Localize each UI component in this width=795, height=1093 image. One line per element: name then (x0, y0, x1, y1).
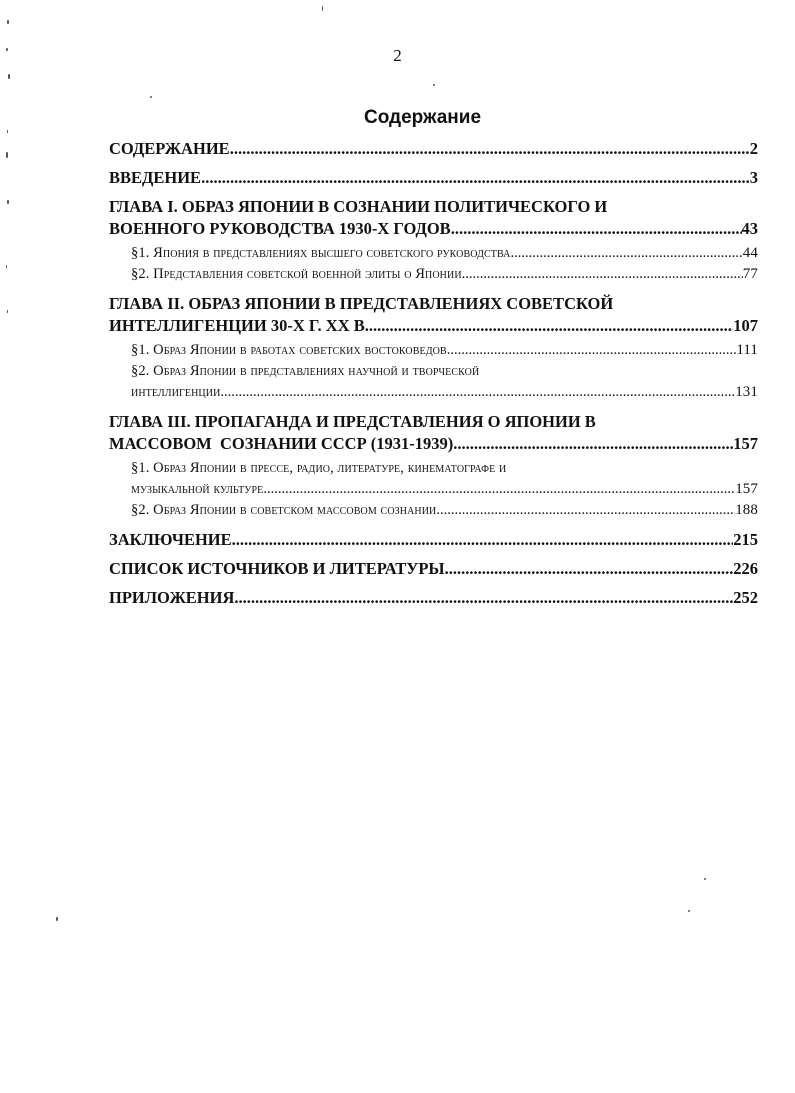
dot-leader (447, 340, 737, 361)
scan-speck (56, 917, 58, 921)
toc-chapter-2[interactable] (109, 293, 758, 337)
section-page: 188 (735, 502, 758, 518)
scan-speck (8, 74, 10, 79)
scan-speck (688, 910, 690, 912)
section-title: §2. Представления советской военной элиты о Японии (131, 266, 462, 282)
toc-entry-page: 107 (733, 316, 758, 335)
dot-leader (263, 479, 735, 500)
scan-speck (6, 152, 8, 158)
section-title-line: интеллигенции (131, 384, 221, 400)
scan-speck (150, 96, 152, 98)
toc-entry-page: 215 (733, 530, 758, 549)
section-page: 44 (742, 245, 758, 261)
toc-entry-title: ВВЕДЕНИЕ (109, 168, 202, 187)
toc-entry-title: ЗАКЛЮЧЕНИЕ (109, 530, 232, 549)
chapter-title-line: ВОЕННОГО РУКОВОДСТВА 1930-Х ГОДОВ (109, 219, 451, 238)
toc-entry-introduction[interactable] (109, 167, 758, 188)
toc-entry-contents[interactable] (109, 138, 758, 159)
scan-speck (7, 130, 8, 133)
scan-speck (7, 310, 8, 313)
toc-entry-page: 226 (733, 559, 758, 578)
section-title-line: музыкальной культуре (131, 481, 264, 497)
dot-leader (230, 138, 750, 159)
toc-entry-page: 3 (749, 168, 758, 187)
toc-section-1-2[interactable] (109, 264, 758, 285)
scan-speck (704, 878, 706, 880)
dot-leader (462, 264, 743, 285)
section-page: 157 (735, 481, 758, 497)
section-page: 111 (736, 342, 758, 358)
dot-leader (369, 315, 733, 337)
dot-leader (453, 433, 733, 455)
dot-leader (234, 587, 733, 608)
scan-speck (7, 20, 9, 24)
scan-speck (322, 6, 323, 11)
toc-entry-title: ПРИЛОЖЕНИЯ (109, 588, 235, 607)
toc-section-2-2[interactable] (109, 361, 758, 403)
chapter-title-line: ИНТЕЛЛИГЕНЦИИ 30-Х Г. XX В. (109, 316, 369, 335)
chapter-3-sections (109, 458, 758, 521)
section-title: §1. Образ Японии в работах советских востоковедов (131, 342, 447, 358)
toc-end-entries (109, 529, 758, 608)
dot-leader (201, 167, 750, 188)
section-page: 77 (742, 266, 758, 282)
scan-speck (6, 48, 8, 51)
toc-entry-title: СПИСОК ИСТОЧНИКОВ И ЛИТЕРАТУРЫ (109, 559, 445, 578)
dot-leader (445, 558, 734, 579)
toc-entry-page: 2 (749, 139, 758, 158)
section-title: §2. Образ Японии в советском массовом сознании (131, 502, 437, 518)
toc-section-1-1[interactable] (109, 243, 758, 264)
toc-entry-sources[interactable] (109, 558, 758, 579)
dot-leader (510, 243, 742, 264)
toc-section-3-1[interactable] (109, 458, 758, 500)
page-title: Содержание (363, 107, 482, 128)
section-title-line: §2. Образ Японии в представлениях научной и творческой (131, 363, 480, 379)
chapter-title-line: ГЛАВА I. ОБРАЗ ЯПОНИИ В СОЗНАНИИ ПОЛИТИЧЕСКОГО И (109, 197, 608, 216)
scan-speck (7, 200, 9, 204)
dot-leader (220, 382, 735, 403)
toc-chapter-3[interactable] (109, 411, 758, 455)
scan-speck (433, 84, 435, 86)
chapter-2-sections (109, 340, 758, 403)
chapter-1-sections (109, 243, 758, 285)
toc-entry-page: 157 (733, 434, 758, 453)
toc-entry-appendices[interactable] (109, 587, 758, 608)
toc-entry-conclusion[interactable] (109, 529, 758, 550)
toc-section-3-2[interactable] (109, 500, 758, 521)
toc-entry-page: 43 (741, 219, 758, 238)
toc-entry-page: 252 (733, 588, 758, 607)
chapter-title-line: ГЛАВА II. ОБРАЗ ЯПОНИИ В ПРЕДСТАВЛЕНИЯХ СОВЕТСКОЙ (109, 294, 614, 313)
section-title-line: §1. Образ Японии в прессе, радио, литературе, кинематографе и (131, 460, 507, 476)
table-of-contents (109, 138, 758, 616)
section-page: 131 (735, 384, 758, 400)
chapter-title-line: ГЛАВА III. ПРОПАГАНДА И ПРЕДСТАВЛЕНИЯ О ЯПОНИИ В (109, 412, 596, 431)
dot-leader (232, 529, 734, 550)
toc-section-2-1[interactable] (109, 340, 758, 361)
scan-speck (6, 265, 7, 268)
page-number: 2 (393, 46, 402, 65)
dot-leader (436, 500, 735, 521)
chapter-title-line: МАССОВОМ СОЗНАНИИ СССР (1931-1939) (109, 434, 454, 453)
toc-chapter-1[interactable] (109, 196, 758, 240)
section-title: §1. Япония в представлениях высшего советского руководства (131, 245, 511, 261)
toc-entry-title: СОДЕРЖАНИЕ (109, 139, 230, 158)
dot-leader (451, 218, 742, 240)
